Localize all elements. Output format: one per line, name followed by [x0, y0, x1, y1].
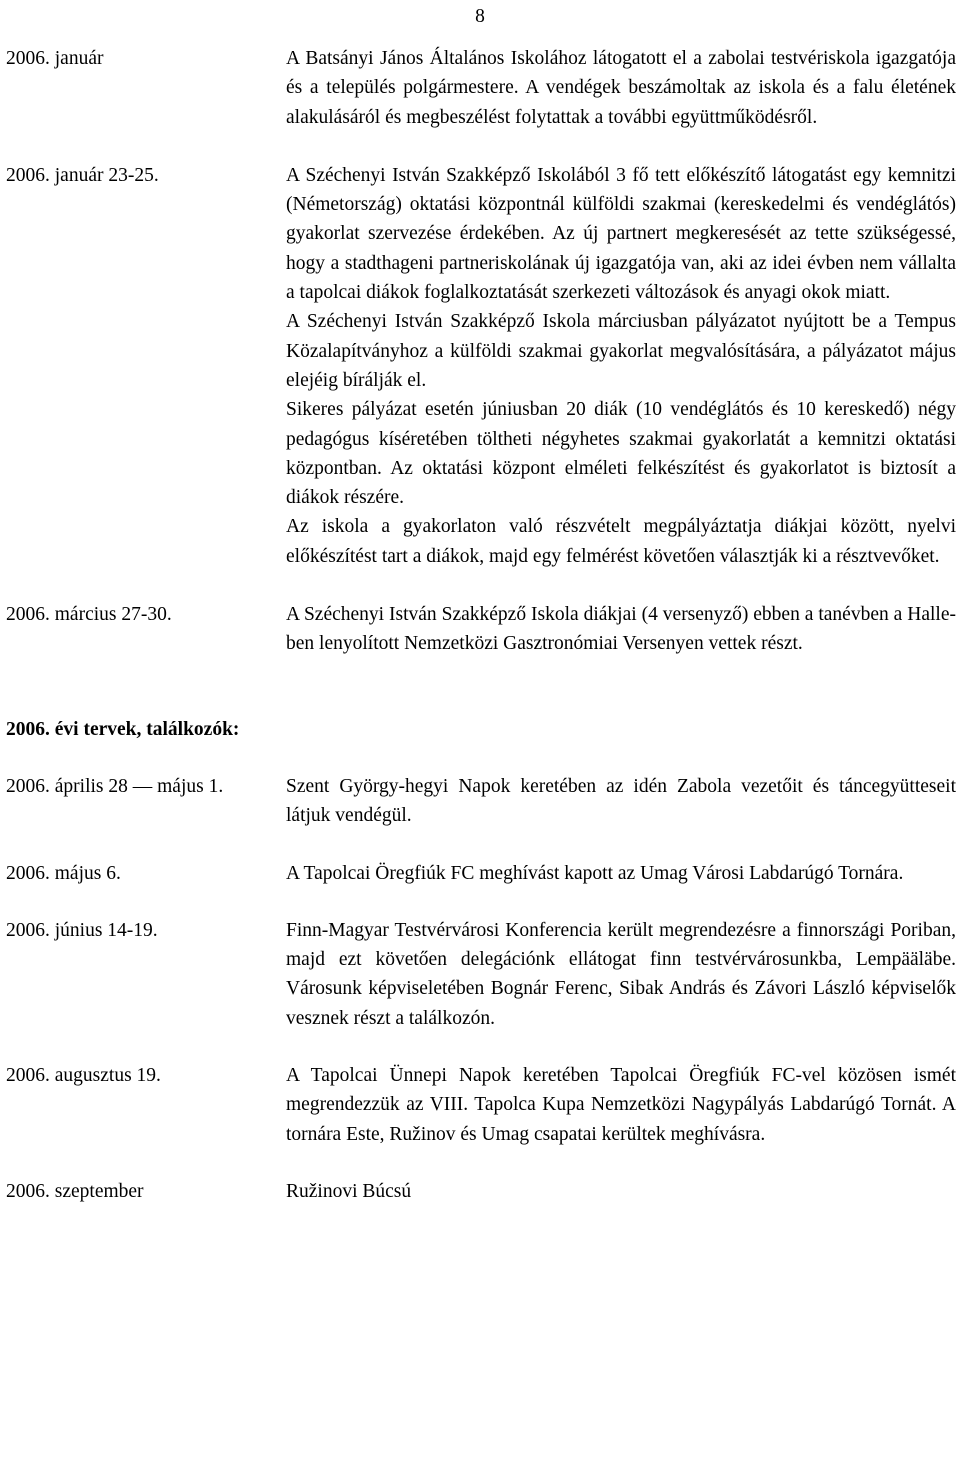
plan-paragraph: Ružinovi Búcsú: [286, 1180, 412, 1202]
event-paragraph: Az iskola a gyakorlaton való részvételt megpályáztatja diákjai között, nyelvi előkészítést tart a diákok, majd egy felmérést követően választják ki a résztvevőket.: [286, 516, 956, 567]
event-paragraph: Sikeres pályázat esetén júniusban 20 diák (10 vendéglátós és 10 kereskedő) négy pedagógus kíséretében töltheti négyhetes szakmai gyakorlatát a kemnitzi oktatási központban. Az oktatási központ elméleti felkészítést és gyakorlatot is biztosít a diákok részére.: [286, 399, 956, 509]
event-entry: [6, 161, 956, 571]
plan-entry: [6, 916, 956, 1033]
page-number: 8: [475, 6, 485, 27]
event-description: [286, 44, 956, 132]
plan-paragraph: Finn-Magyar Testvérvárosi Konferencia került megrendezésre a finnországi Poriban, majd ezt követően delegációnk ellátogat finn testvérvárosunkba, Lempääläbe. Városunk képviseletében Bognár Ferenc, Sibak András és Závori László képviselők vesznek részt a találkozón.: [286, 919, 956, 1029]
plan-entry: [6, 859, 956, 888]
plan-paragraph: Szent György-hegyi Napok keretében az idén Zabola vezetőit és táncegyütteseit látjuk vendégül.: [286, 775, 956, 827]
plan-paragraph: A Tapolcai Öregfiúk FC meghívást kapott az Umag Városi Labdarúgó Tornára.: [286, 862, 904, 884]
document-body: [6, 44, 956, 1206]
event-paragraph: A Széchenyi István Szakképző Iskolából 3 fő tett előkészítő látogatást egy kemnitzi (Németország) oktatási központnál külföldi szakmai (kereskedelmi és vendéglátós) gyakorlat szervezése érdekében. Az új partnert megkeresését az tette szükségessé, hogy a stadthageni partneriskolának új igazgatója van, aki az idei évben nem vállalta a tapolcai diákok foglalkoztatását szerkezeti változások és anyagi okok miatt.: [286, 164, 956, 304]
plan-date: 2006. április 28 — május 1.: [6, 775, 224, 797]
event-date: 2006. január: [6, 48, 104, 69]
plan-entry: [6, 1177, 956, 1206]
event-paragraph: A Batsányi János Általános Iskolához látogatott el a zabolai testvériskola igazgatója és a település polgármestere. A vendégek beszámoltak az iskola és a falu életének alakulásáról és megbeszélést folytattak a további együttműködésről.: [286, 48, 956, 128]
plan-entry: [6, 772, 956, 831]
plan-paragraph: A Tapolcai Ünnepi Napok keretében Tapolcai Öregfiúk FC-vel közösen ismét megrendezzük az VIII. Tapolca Kupa Nemzetközi Nagypályás Labdarúgó Tornát. A tornára Este, Ružinov és Umag csapatai kerültek meghívásra.: [286, 1065, 956, 1145]
plan-date: 2006. augusztus 19.: [6, 1065, 161, 1087]
event-date: 2006. március 27-30.: [6, 604, 172, 626]
event-description: [286, 161, 956, 571]
event-entry: [6, 600, 956, 659]
plan-date: 2006. június 14-19.: [6, 919, 158, 941]
event-entry: [6, 44, 956, 132]
plan-description: [286, 916, 956, 1033]
event-paragraph: A Széchenyi István Szakképző Iskola diákjai (4 versenyző) ebben a tanévben a Halle-ben lenyolított Nemzetközi Gasztronómiai Versenyen vettek részt.: [286, 604, 956, 655]
plan-description: [286, 772, 956, 831]
plan-entry: [6, 1061, 956, 1149]
plan-description: [286, 1177, 956, 1206]
plan-description: [286, 859, 956, 888]
event-paragraph: A Széchenyi István Szakképző Iskola márciusban pályázatot nyújtott be a Tempus Közalapítványhoz a külföldi szakmai gyakorlat megvalósítására, a pályázatot május elejéig bírálják el.: [286, 311, 956, 391]
plan-description: [286, 1061, 956, 1149]
event-description: [286, 600, 956, 659]
plans-heading: 2006. évi tervek, találkozók:: [6, 718, 240, 740]
plan-date: 2006. május 6.: [6, 862, 121, 884]
plan-date: 2006. szeptember: [6, 1180, 144, 1202]
event-date: 2006. január 23-25.: [6, 164, 159, 186]
